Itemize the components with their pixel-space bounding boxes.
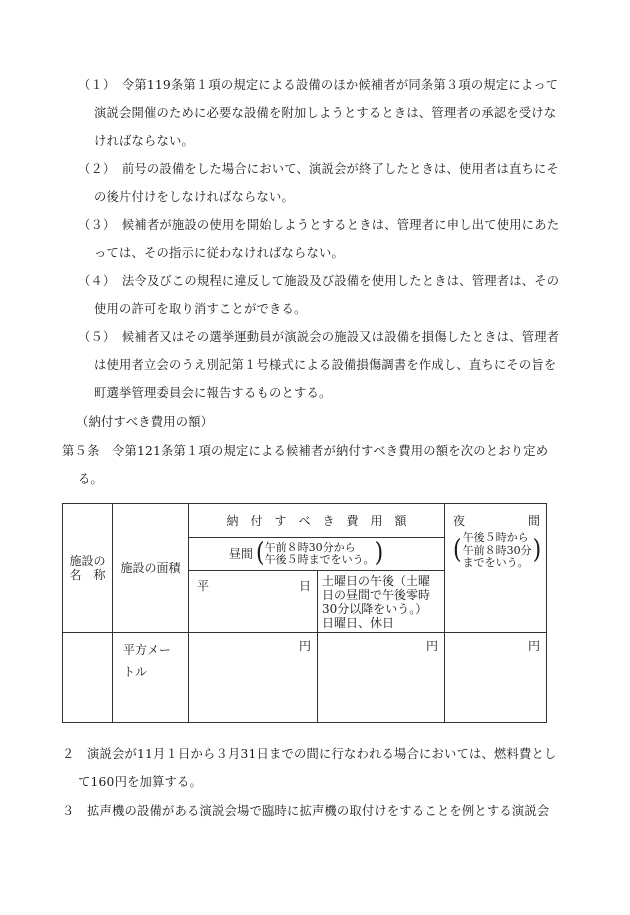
saturday-fee-cell: 円: [318, 633, 445, 723]
facility-name-header: 施設の 名 称: [63, 504, 113, 633]
item-5-line-1: （５） 候補者又はその選挙運動員が演説会の施設又は設備を損傷したときは、管理者: [78, 330, 560, 344]
article-5-line-1: 第５条 令第121条第１項の規定による候補者が納付すべき費用の額を次のとおり定め: [62, 444, 549, 458]
item-5-line-3: 町選挙管理委員会に報告するものとする。: [94, 386, 332, 400]
weekday-fee-cell: 円: [189, 633, 318, 723]
paragraph-2-line-2: て160円を加算する。: [78, 775, 203, 789]
saturday-holiday-header: 土曜日の午後（土曜 日の昼間で午後零時 30分以降をいう。） 日曜日、休日: [318, 571, 445, 633]
daytime-header: 昼間 ( 午前８時30分から 午後５時までをいう。 ): [189, 538, 445, 571]
weekday-header: 平 日: [189, 571, 318, 633]
item-2-line-2: の後片付けをしなければならない。: [94, 190, 294, 204]
facility-name-cell: [63, 633, 113, 723]
item-1-line-1: （１） 令第119条第１項の規定による設備のほか候補者が同条第３項の規定によって: [78, 78, 559, 92]
facility-area-cell: 平方メー トル: [113, 633, 189, 723]
fee-table: [62, 503, 547, 723]
item-5-line-2: は使用者立会のうえ別記第１号様式による設備損傷調書を作成し、直ちにその旨を: [94, 358, 557, 372]
article-5-line-2: る。: [78, 472, 103, 486]
item-4-line-2: 使用の許可を取り消すことができる。: [94, 302, 307, 316]
facility-area-header: 施設の面積: [113, 504, 189, 633]
item-1-line-2: 演説会開催のために必要な設備を附加しようとするときは、管理者の承認を受けな: [94, 106, 557, 120]
paragraph-2-line-1: ２ 演説会が11月１日から３月31日までの間に行なわれる場合においては、燃料費とし: [62, 747, 557, 761]
fee-amount-header: 納 付 す べ き 費 用 額: [189, 504, 445, 538]
night-header: 夜 間 ( 午後５時から 午前８時30分 までをいう。 ): [445, 504, 547, 633]
section-heading: （納付すべき費用の額）: [76, 415, 214, 429]
item-3-line-1: （３） 候補者が施設の使用を開始しようとするときは、管理者に申し出て使用にあた: [78, 218, 560, 232]
item-3-line-2: っては、その指示に従わなければならない。: [94, 246, 344, 260]
night-fee-cell: 円: [445, 633, 547, 723]
item-2-line-1: （２） 前号の設備をした場合において、演説会が終了したときは、使用者は直ちにそ: [78, 162, 559, 176]
item-1-line-3: ければならない。: [94, 134, 194, 148]
item-4-line-1: （４） 法令及びこの規程に違反して施設及び設備を使用したときは、管理者は、その: [78, 274, 560, 288]
paragraph-3-line-1: ３ 拡声機の設備がある演説会場で臨時に拡声機の取付けをすることを例とする演説会: [62, 804, 550, 818]
